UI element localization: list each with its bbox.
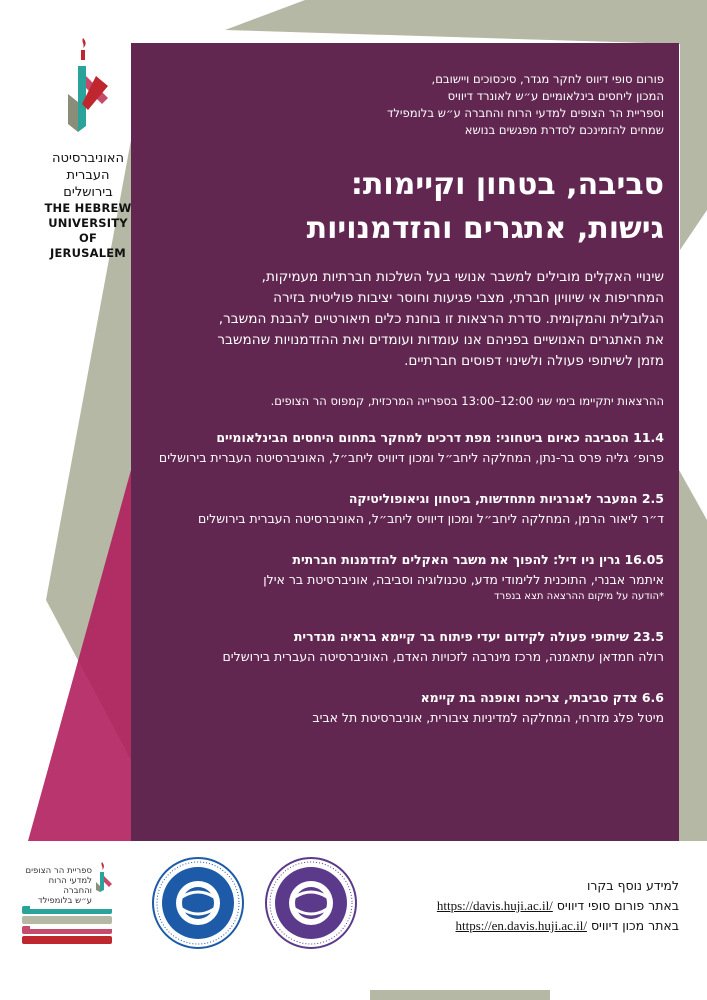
lecture-speaker: איתמר אבנרי, התוכנית ללימודי מדע, טכנולוגיה וסביבה, אוניברסיטת בר אילן	[263, 572, 664, 587]
lecture-title: 6.6 צדק סביבתי, צריכה ואופנה בת קיימא	[420, 690, 664, 705]
university-name-en-line: THE HEBREW	[44, 201, 132, 215]
library-name-line: ע״ש בלומפילד	[37, 896, 92, 906]
lecture-speaker: מיטל פלג מזרחי, המחלקה למדיניות ציבורית, אוניברסיטת תל אביב	[312, 710, 664, 725]
sage-bar-bottom	[370, 990, 550, 1000]
title-line: גישות, אתגרים והזדמנויות	[306, 211, 664, 246]
lecture-item	[151, 688, 664, 727]
title-line: סביבה, בטחון וקיימות:	[350, 167, 664, 202]
main-panel	[131, 43, 679, 841]
footer-info	[437, 876, 679, 936]
lecture-list	[151, 428, 664, 727]
lecture-item	[151, 550, 664, 605]
sophie-davis-forum-seal	[265, 857, 357, 949]
description-line: הגלובלית והמקומית. סדרת הרצאות זו בוחנת כלים תיאורטיים להבנת המשבר,	[218, 311, 664, 327]
page-title	[151, 163, 664, 251]
description	[151, 267, 664, 372]
hebrew-university-logo	[40, 36, 136, 261]
lecture-speaker: רולה חמדאן עתאמנה, מרכז מינרבה לזכויות האדם, האוניברסיטה העברית בירושלים	[222, 649, 664, 664]
university-name-en-line: OF JERUSALEM	[50, 231, 126, 260]
university-name-he	[40, 150, 136, 201]
intro-text	[151, 71, 664, 139]
footer-label: באתר פורום סופי דיוויס	[556, 898, 679, 913]
lecture-item	[151, 428, 664, 467]
description-line: המחריפות אי שיוויון חברתי, מצבי פגיעות וחוסר יציבות פוליטית בזירה	[273, 290, 664, 306]
footer-label: באתר מכון דיוויס	[590, 918, 679, 933]
description-line: שינויי האקלים מובילים למשבר אנושי בעל השלכות חברתיות מעמיקות,	[261, 269, 664, 285]
lecture-note: *הודעה על מיקום ההרצאה תצא בנפרד	[493, 591, 664, 602]
intro-line: המכון ליחסים בינלאומיים ע״ש לאונרד דיוויס	[447, 89, 664, 103]
intro-line: פורום סופי דיווס לחקר מגדר, סיכסוכים ויישובם,	[431, 72, 664, 86]
lecture-item	[151, 627, 664, 666]
davis-forum-link[interactable]: https://davis.huji.ac.il/	[436, 898, 553, 913]
library-name-line: ספריית הר הצופים	[25, 866, 92, 876]
university-name-he-line: בירושלים	[63, 185, 113, 200]
library-name	[20, 866, 92, 906]
description-line: מזמן לשיתופי פעולה ולשינוי דפוסים חברתיים.	[404, 353, 664, 369]
university-emblem-icon	[52, 36, 122, 136]
university-name-en	[40, 201, 136, 261]
description-line: את האתגרים האנושיים בפניהם אנו עומדות ועומדים ואת ההזדמנויות שהמשבר	[217, 332, 664, 348]
davis-institute-link[interactable]: https://en.davis.huji.ac.il/	[455, 918, 587, 933]
lecture-speaker: ד״ר ליאור הרמן, המחלקה ליחב״ל ומכון דיוויס ליחב״ל, האוניברסיטה העברית בירושלים	[198, 511, 664, 526]
davis-institute-seal	[152, 857, 244, 949]
lecture-speaker: פרופ׳ גליה פרס בר-נתן, המחלקה ליחב״ל ומכון דיוויס ליחב״ל, האוניברסיטה העברית בירושלים	[158, 450, 664, 465]
university-name-he-line: העברית	[66, 168, 110, 183]
sage-triangle-right	[679, 470, 707, 841]
intro-line: שמחים להזמינכם לסדרת מפגשים בנושא	[464, 123, 664, 137]
university-name-he-line: האוניברסיטה	[52, 151, 124, 166]
footer-heading: למידע נוסף בקרו	[586, 878, 679, 893]
footer-line	[437, 916, 679, 936]
library-name-line: למדעי הרוח והחברה	[48, 876, 92, 896]
library-logo	[20, 860, 116, 954]
lecture-item	[151, 489, 664, 528]
university-name-en-line: UNIVERSITY	[48, 216, 128, 230]
intro-line: וספריית הר הצופים למדעי הרוח והחברה ע״ש בלומפילד	[387, 106, 664, 120]
lecture-title: 23.5 שיתופי פעולה לקידום יעדי פיתוח בר קיימא בראיה מגדרית	[293, 629, 664, 644]
footer-line	[437, 896, 679, 916]
lecture-title: 11.4 הסביבה כאיום ביטחוני: מפת דרכים למחקר בתחום היחסים הבינלאומיים	[216, 430, 664, 445]
schedule-text: ההרצאות יתקיימו בימי שני 12:00–13:00 בספרייה המרכזית, קמפוס הר הצופים.	[270, 394, 664, 408]
lecture-title: 16.05 גרין ניו דיל: להפוך את משבר האקלים להזדמנות חברתית	[292, 552, 664, 567]
lecture-title: 2.5 המעבר לאנרגיות מתחדשות, ביטחון וגיאופוליטיקה	[348, 491, 664, 506]
